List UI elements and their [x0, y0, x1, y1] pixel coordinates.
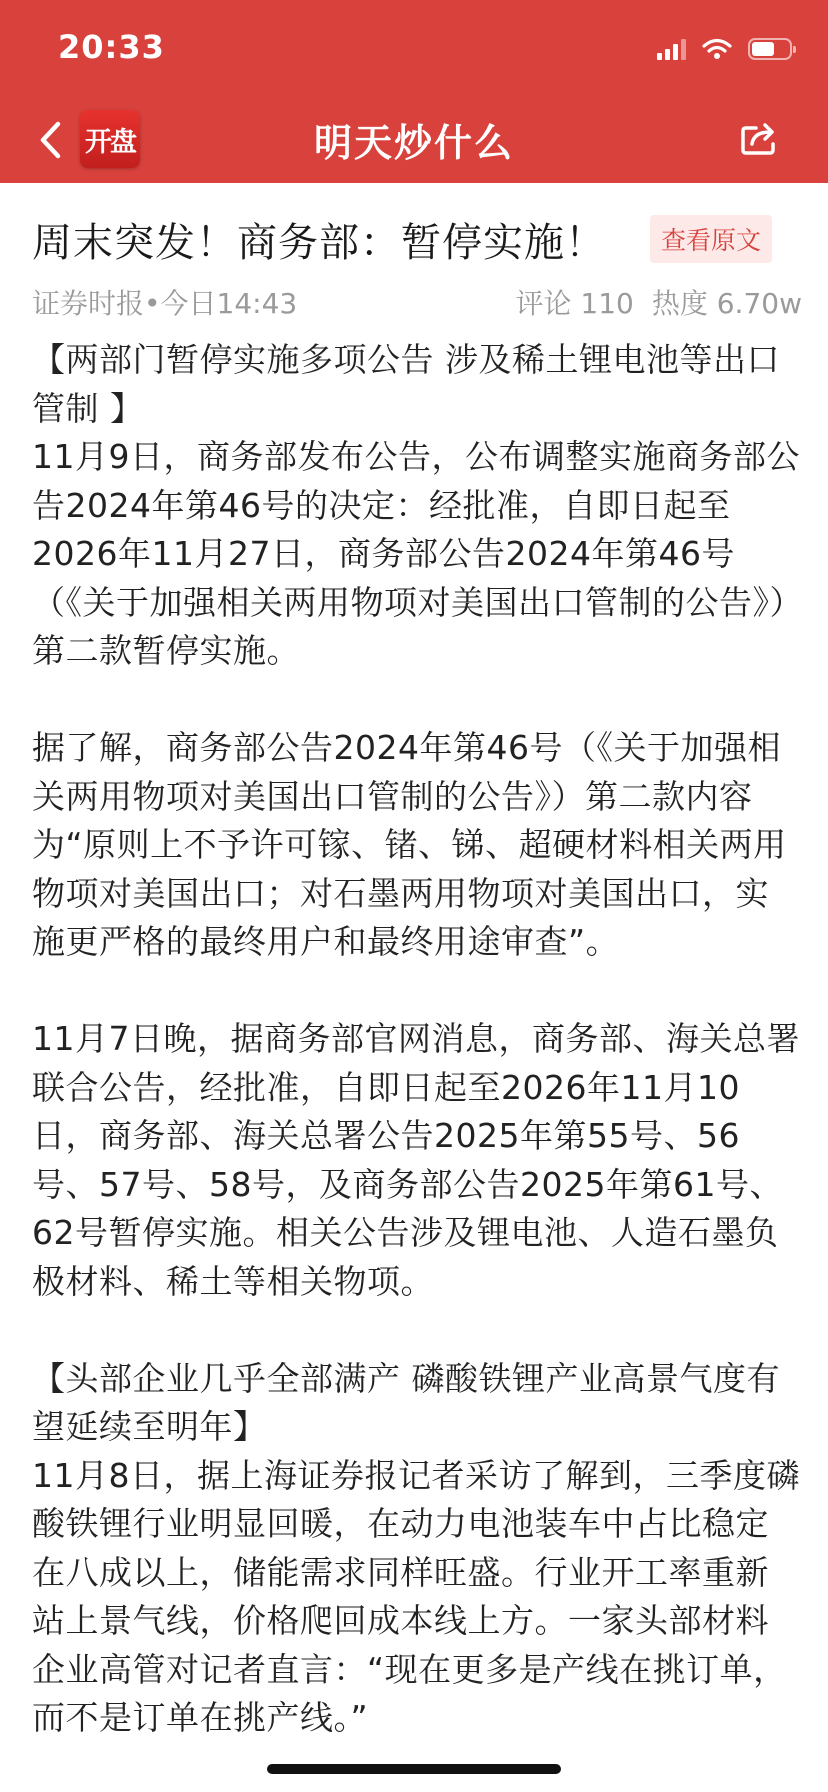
- status-icons: [657, 34, 792, 64]
- paragraph-spacer: [32, 1306, 802, 1355]
- paragraph-spacer: [32, 676, 802, 725]
- article-paragraph: 【头部企业几乎全部满产 磷酸铁锂产业高景气度有望延续至明年】: [32, 1358, 780, 1446]
- battery-level: [752, 42, 774, 56]
- article-body: [32, 336, 802, 1743]
- comment-count[interactable]: 评论 110: [515, 287, 634, 320]
- article-paragraph: 11月7日晚，据商务部官网消息，商务部、海关总署联合公告，经批准，自即日起至2026年11月10日，商务部、海关总署公告2025年第55号、56号、57号、58号，及商务部公告2025年第61号、62号暂停实施。相关公告涉及锂电池、人造石墨负极材料、稀土等相关物项。: [32, 1019, 800, 1301]
- article-title-row: [32, 214, 802, 264]
- article-source-time: 证券时报•今日14:43: [32, 287, 298, 320]
- article-paragraph: 11月8日，据上海证券报记者采访了解到，三季度磷酸铁锂行业明显回暖，在动力电池装车中占比稳定在八成以上，储能需求同样旺盛。行业开工率重新站上景气线，价格爬回成本线上方。一家头部材料企业高管对记者直言：“现在更多是产线在挑订单，而不是订单在挑产线。”: [32, 1455, 800, 1737]
- article-title: 周末突发！商务部：暂停实施！: [32, 219, 606, 266]
- view-original-button[interactable]: 查看原文: [650, 215, 772, 263]
- paragraph-spacer: [32, 967, 802, 1016]
- app-logo[interactable]: 开盘: [80, 110, 140, 168]
- article-paragraph: 据了解，商务部公告2024年第46号（《关于加强相关两用物项对美国出口管制的公告》）第二款内容为“原则上不予许可镓、锗、锑、超硬材料相关两用物项对美国出口；对石墨两用物项对美国出口，实施更严格的最终用户和最终用途审查”。: [32, 728, 787, 961]
- app-header: [0, 0, 828, 183]
- heat-count: 热度 6.70w: [651, 287, 802, 320]
- home-indicator[interactable]: [267, 1764, 561, 1774]
- cellular-signal-icon: [657, 38, 686, 60]
- article-meta: [32, 282, 802, 322]
- share-icon[interactable]: [740, 120, 780, 156]
- page-title: 明天炒什么: [313, 121, 514, 165]
- article-paragraph: 【两部门暂停实施多项公告 涉及稀土锂电池等出口管制 】: [32, 340, 780, 428]
- battery-icon: [748, 38, 792, 60]
- wifi-icon: [702, 38, 732, 60]
- article-paragraph: 11月9日，商务部发布公告，公布调整实施商务部公告2024年第46号的决定：经批准，自即日起至2026年11月27日，商务部公告2024年第46号（《关于加强相关两用物项对美国出口管制的公告》）第二款暂停实施。: [32, 437, 800, 670]
- article-stats: [515, 282, 802, 322]
- article: [32, 214, 802, 1743]
- status-time: 20:33: [58, 28, 165, 66]
